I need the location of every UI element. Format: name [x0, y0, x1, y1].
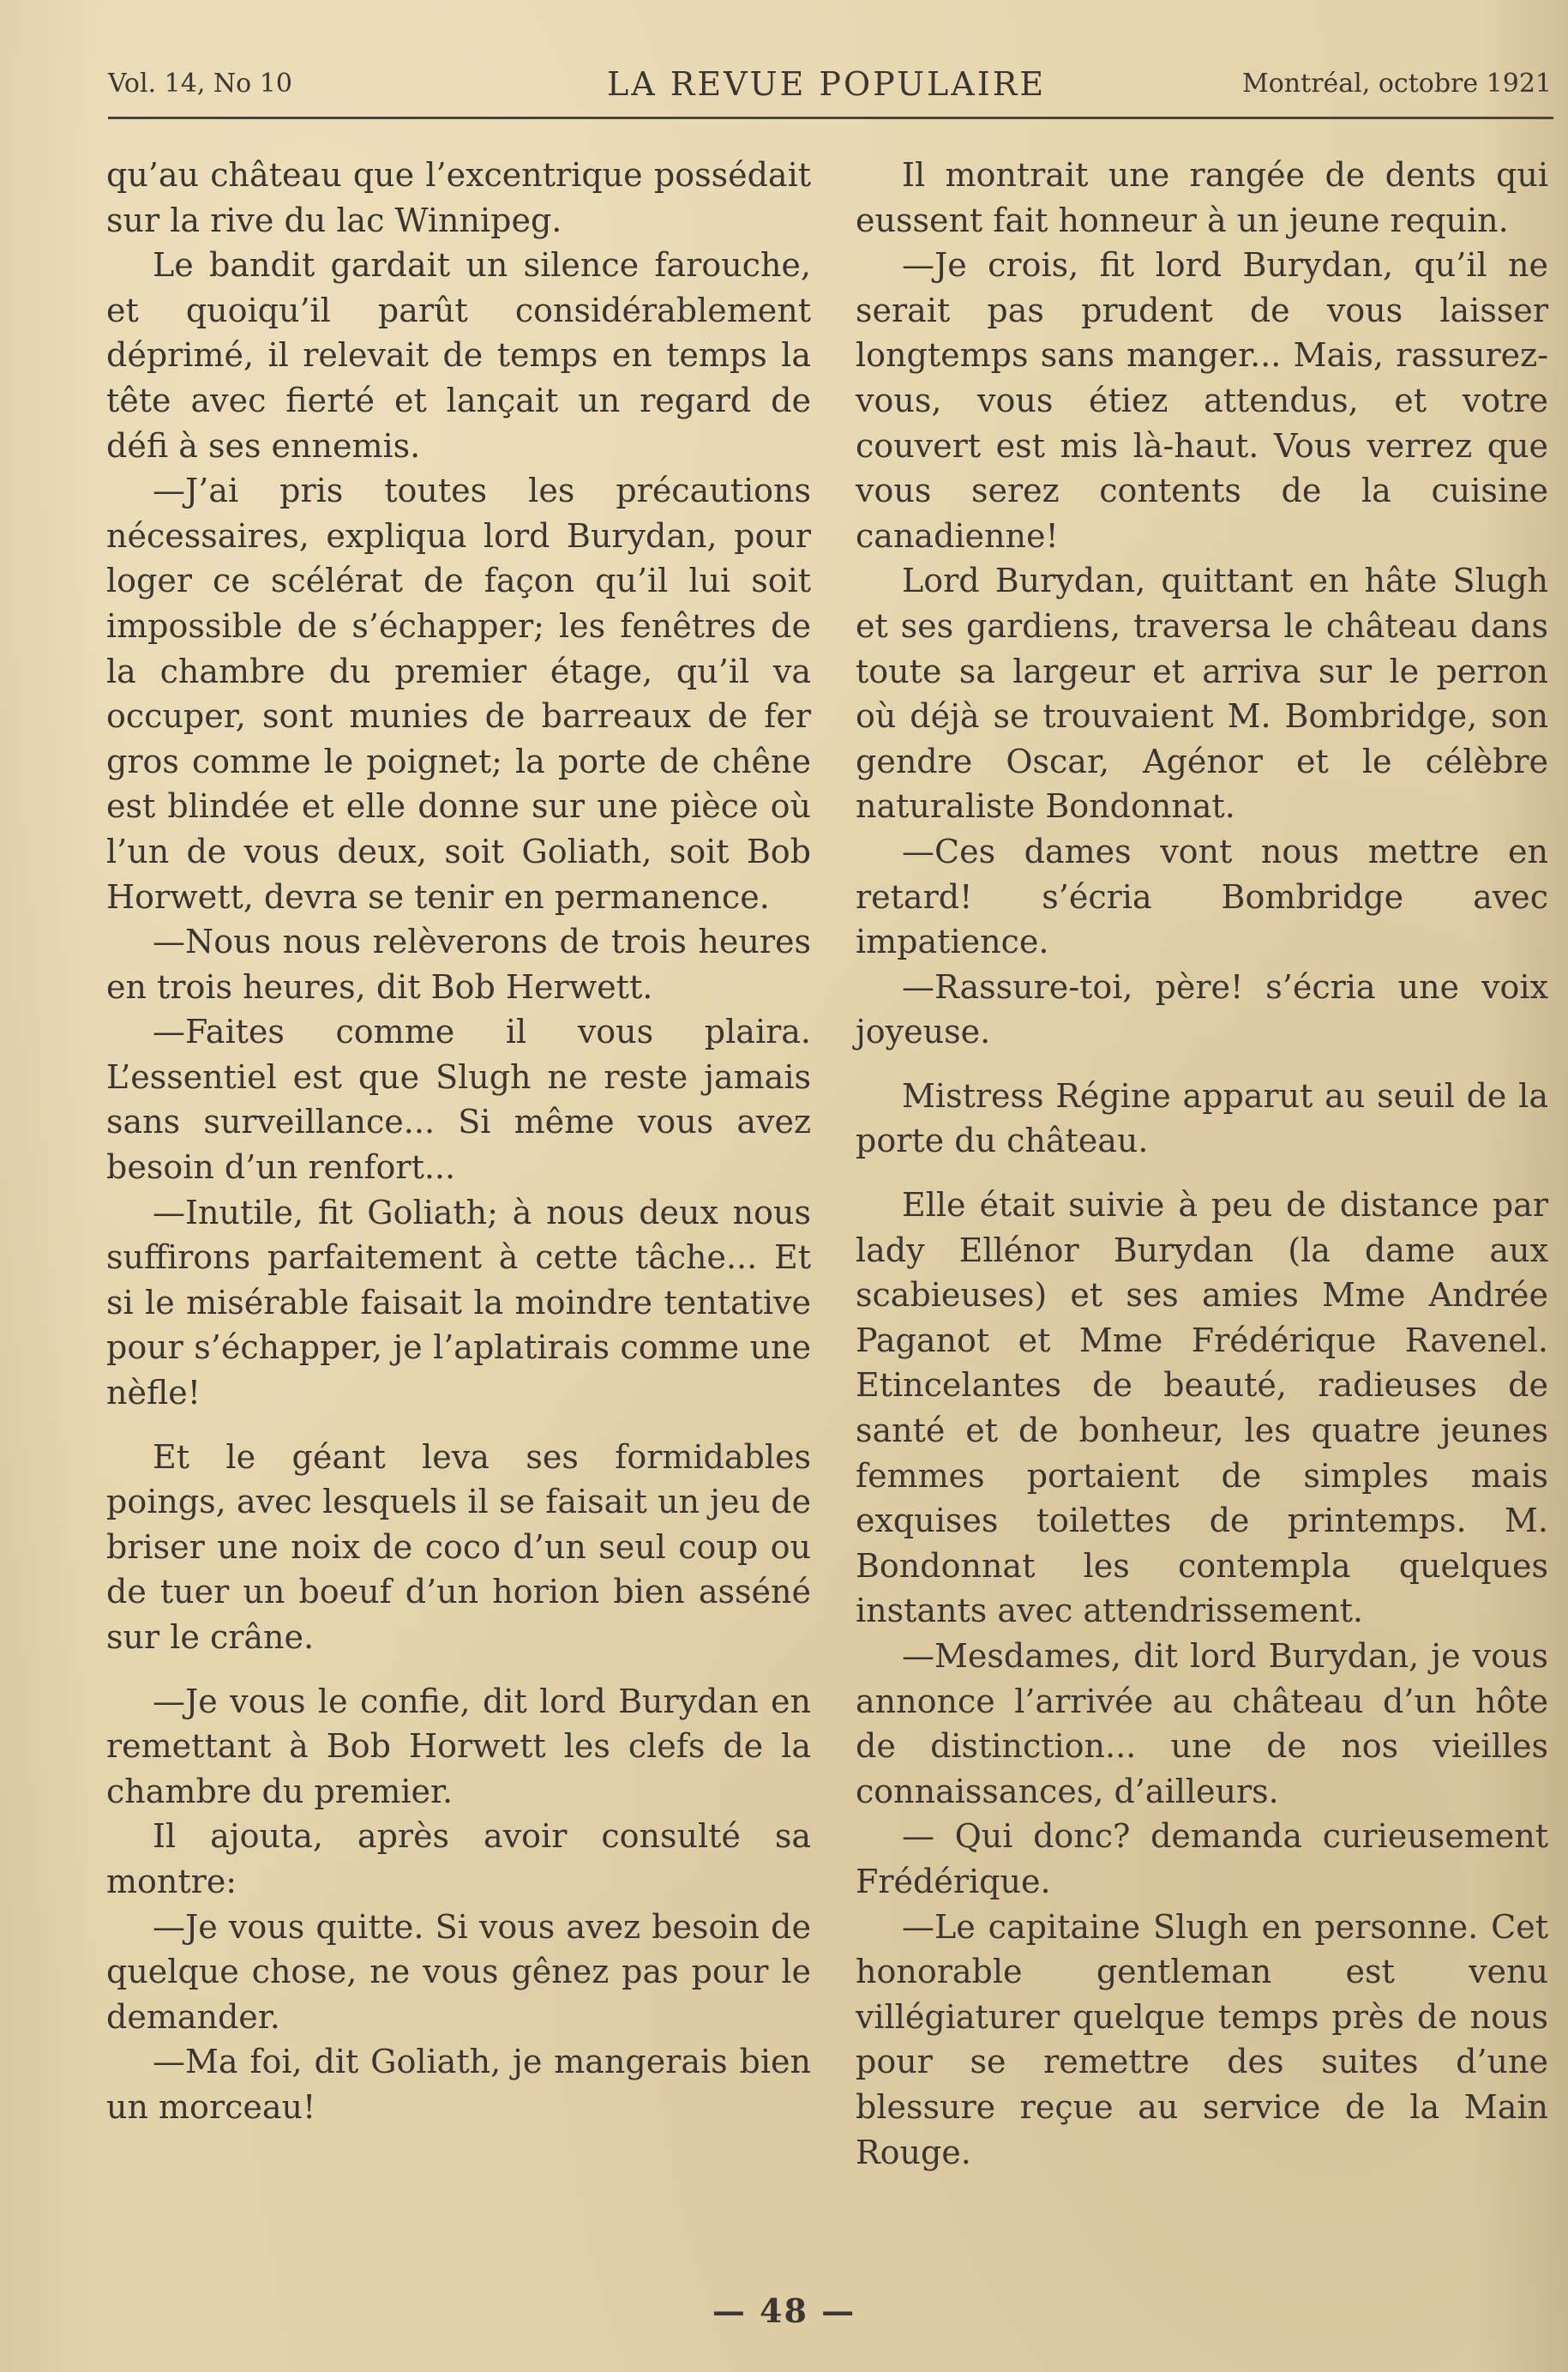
paragraph: Lord Burydan, quittant en hâte Slugh et ses gardiens, traversa le château dans toute sa largeur et arriva sur le perron où déjà se trouvaient M. Bombridge, son gendre Oscar, Agénor et le célèbre naturaliste Bondonnat. [856, 562, 1548, 826]
paragraph: qu’au château que l’excentrique possédait sur la rive du lac Winnipeg. [106, 156, 811, 239]
paragraph: Elle était suivie à peu de distance par lady Ellénor Burydan (la dame aux scabieuses) et ses amies Mme Andrée Paganot et Mme Frédérique Ravenel. Etincelantes de beauté, radieuses de santé et de bonheur, les quatre jeunes femmes portaient de simples mais exquises toilettes de printemps. M. Bondonnat les contempla quelques instants avec attendrissement. [856, 1186, 1548, 1630]
paragraph: Il ajouta, après avoir consulté sa montre: [106, 1817, 811, 1900]
issue-date: Montréal, octobre 1921 [1242, 69, 1552, 99]
right-text-column [856, 153, 1548, 2175]
left-text-column [106, 153, 811, 2130]
paragraph: —J’ai pris toutes les précautions nécessaires, expliqua lord Burydan, pour loger ce scélérat de façon qu’il lui soit impossible de s’échapper; les fenêtres de la chambre du premier étage, qu’il va occuper, sont munies de barreaux de fer gros comme le poignet; la porte de chêne est blindée et elle donne sur une pièce où l’un de vous deux, soit Goliath, soit Bob Horwett, devra se tenir en permanence. [106, 472, 811, 916]
paragraph: Il montrait une rangée de dents qui eussent fait honneur à un jeune requin. [856, 156, 1548, 239]
paragraph: Mistress Régine apparut au seuil de la porte du château. [856, 1076, 1548, 1160]
publication-title: LA REVUE POPULAIRE [607, 65, 1047, 103]
volume-number: Vol. 14, No 10 [108, 69, 292, 99]
paragraph: —Ma foi, dit Goliath, je mangerais bien un morceau! [106, 2043, 811, 2126]
paragraph: —Je vous le confie, dit lord Burydan en remettant à Bob Horwett les clefs de la chambre du premier. [106, 1682, 811, 1810]
paragraph: —Faites comme il vous plaira. L’essentiel est que Slugh ne reste jamais sans surveillance... Si même vous avez besoin d’un renfort... [106, 1013, 811, 1187]
running-header [108, 62, 1552, 113]
paragraph: —Je vous quitte. Si vous avez besoin de quelque chose, ne vous gênez pas pour le demander. [106, 1907, 811, 2036]
header-divider [108, 117, 1553, 119]
paragraph: — Qui donc? demanda curieusement Frédérique. [856, 1817, 1548, 1900]
paragraph: —Je crois, fit lord Burydan, qu’il ne serait pas prudent de vous laisser longtemps sans manger... Mais, rassurez-vous, vous étiez attendus, et votre couvert est mis là-haut. Vous verrez que vous serez contents de la cuisine canadienne! [856, 246, 1548, 555]
page-number: — 48 — [712, 2291, 856, 2330]
paragraph: —Ces dames vont nous mettre en retard! s’écria Bombridge avec impatience. [856, 832, 1548, 961]
paragraph: —Rassure-toi, père! s’écria une voix joyeuse. [856, 967, 1548, 1051]
paragraph: —Le capitaine Slugh en personne. Cet honorable gentleman est venu villégiaturer quelque temps près de nous pour se remettre des suites d’une blessure reçue au service de la Main Rouge. [856, 1907, 1548, 2171]
paragraph: Le bandit gardait un silence farouche, et quoiqu’il parût considérablement déprimé, il relevait de temps en temps la tête avec fierté et lançait un regard de défi à ses ennemis. [106, 246, 811, 465]
paragraph: —Inutile, fit Goliath; à nous deux nous suffirons parfaitement à cette tâche... Et si le misérable faisait la moindre tentative pour s’échapper, je l’aplatirais comme une nèfle! [106, 1193, 811, 1412]
paragraph: —Nous nous relèverons de trois heures en trois heures, dit Bob Herwett. [106, 923, 811, 1006]
paragraph: —Mesdames, dit lord Burydan, je vous annonce l’arrivée au château d’un hôte de distinction... une de nos vieilles connaissances, d’ailleurs. [856, 1637, 1548, 1810]
paragraph: Et le géant leva ses formidables poings, avec lesquels il se faisait un jeu de briser une noix de coco d’un seul coup ou de tuer un boeuf d’un horion bien asséné sur le crâne. [106, 1437, 811, 1656]
